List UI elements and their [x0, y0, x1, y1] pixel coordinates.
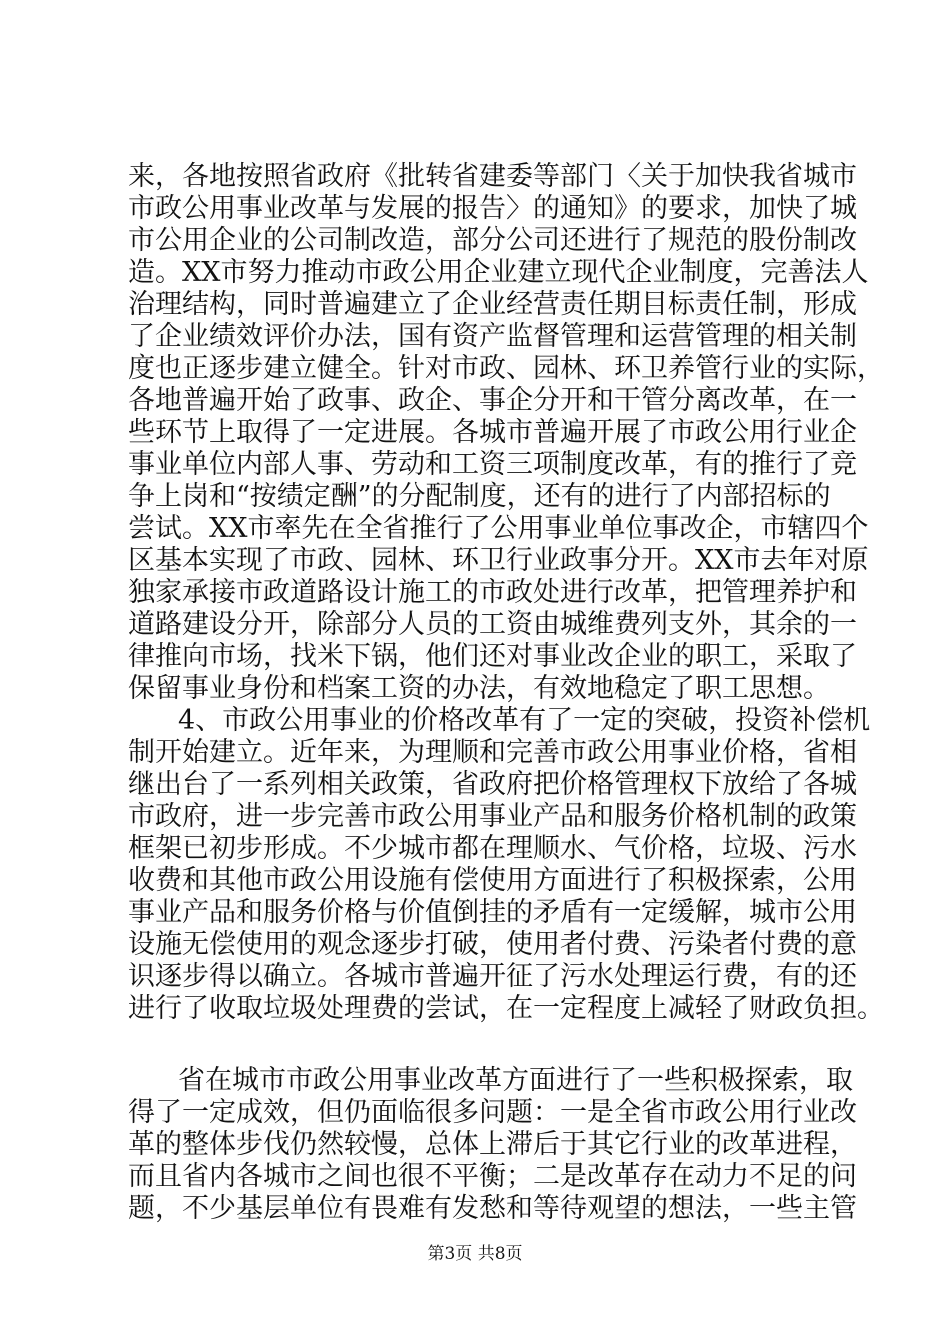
- text-line: 律推向市场，找米下锅，他们还对事业改企业的职工，采取了: [128, 641, 857, 672]
- text-line: 市政公用事业改革与发展的报告〉的通知》的要求，加快了城: [128, 193, 857, 224]
- text-line: 区基本实现了市政、园林、环卫行业政事分开。XX市去年对原: [128, 545, 869, 576]
- page-footer: 第3页 共8页: [427, 1244, 523, 1264]
- text-line: 争上岗和“按绩定酬”的分配制度，还有的进行了内部招标的: [128, 481, 831, 512]
- text-line: 革的整体步伐仍然较慢，总体上滞后于其它行业的改革进程，: [128, 1129, 857, 1160]
- text-line: 继出台了一系列相关政策，省政府把价格管理权下放给了各城: [128, 769, 857, 800]
- text-line: 来，各地按照省政府《批转省建委等部门〈关于加快我省城市: [128, 161, 857, 192]
- text-line: 设施无偿使用的观念逐步打破，使用者付费、污染者付费的意: [128, 929, 857, 960]
- text-line: 了企业绩效评价办法，国有资产监督管理和运营管理的相关制: [128, 321, 857, 352]
- text-line: 省在城市市政公用事业改革方面进行了一些积极探索，取: [178, 1065, 853, 1096]
- text-line: 事业单位内部人事、劳动和工资三项制度改革，有的推行了竞: [128, 449, 857, 480]
- text-line: 道路建设分开，除部分人员的工资由城维费列支外，其余的一: [128, 609, 857, 640]
- text-line: 些环节上取得了一定进展。各城市普遍开展了市政公用行业企: [128, 417, 857, 448]
- text-line: 各地普遍开始了政事、政企、事企分开和干管分离改革，在一: [128, 385, 857, 416]
- text-line: 事业产品和服务价格与价值倒挂的矛盾有一定缓解，城市公用: [128, 897, 857, 928]
- text-line: 保留事业身份和档案工资的办法，有效地稳定了职工思想。: [128, 673, 830, 704]
- text-line: 框架已初步形成。不少城市都在理顺水、气价格，垃圾、污水: [128, 833, 857, 864]
- text-line: 识逐步得以确立。各城市普遍开征了污水处理运行费，有的还: [128, 961, 857, 992]
- text-line: 收费和其他市政公用设施有偿使用方面进行了积极探索，公用: [128, 865, 857, 896]
- text-line: 市公用企业的公司制改造，部分公司还进行了规范的股份制改: [128, 225, 857, 256]
- text-line: 度也正逐步建立健全。针对市政、园林、环卫养管行业的实际，: [128, 353, 884, 384]
- text-line: 治理结构，同时普遍建立了企业经营责任期目标责任制，形成: [128, 289, 857, 320]
- text-line: 得了一定成效，但仍面临很多问题：一是全省市政公用行业改: [128, 1097, 857, 1128]
- text-line: 进行了收取垃圾处理费的尝试，在一定程度上减轻了财政负担。: [128, 993, 884, 1024]
- text-line: 独家承接市政道路设计施工的市政处进行改革，把管理养护和: [128, 577, 857, 608]
- text-line: 而且省内各城市之间也很不平衡；二是改革存在动力不足的问: [128, 1161, 857, 1192]
- text-line: 造。XX市努力推动市政公用企业建立现代企业制度，完善法人: [128, 257, 869, 288]
- text-line: 制开始建立。近年来，为理顺和完善市政公用事业价格，省相: [128, 737, 857, 768]
- text-line: 题，不少基层单位有畏难有发愁和等待观望的想法，一些主管: [128, 1193, 857, 1224]
- text-line: 4、市政公用事业的价格改革有了一定的突破，投资补偿机: [178, 705, 871, 736]
- text-line: 市政府，进一步完善市政公用事业产品和服务价格机制的政策: [128, 801, 857, 832]
- text-line: 尝试。XX市率先在全省推行了公用事业单位事改企，市辖四个: [128, 513, 869, 544]
